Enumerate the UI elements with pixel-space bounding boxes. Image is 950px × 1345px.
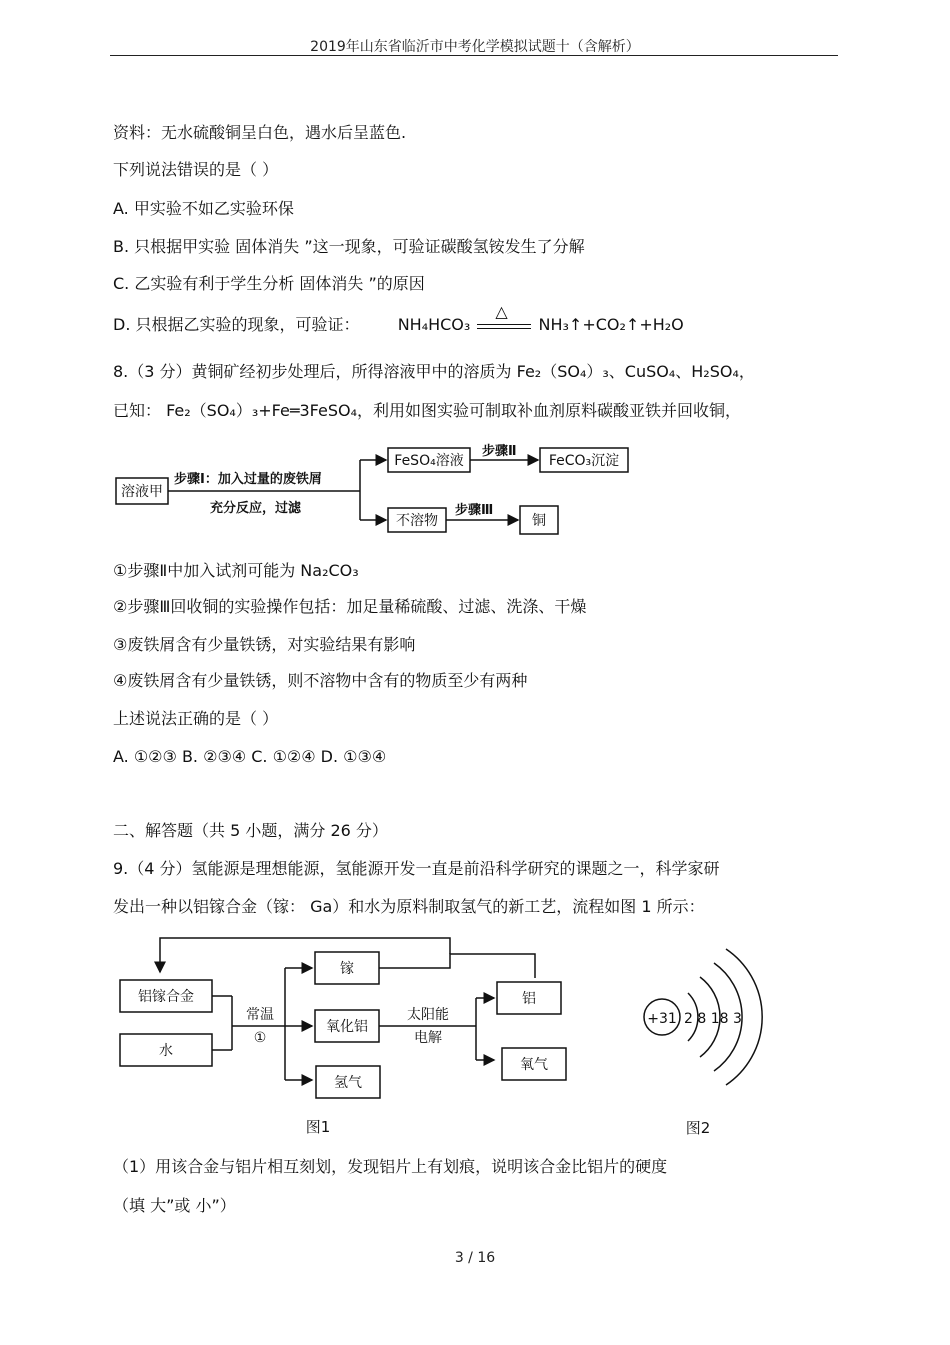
heat-symbol-icon: △ — [495, 301, 508, 321]
label-alloy: 铝镓合金 — [138, 989, 194, 1005]
q8-statement-2: ②步骤Ⅲ回收铜的实验操作包括：加足量稀硫酸、过滤、洗涤、干燥 — [113, 597, 587, 616]
q7-option-c: C. 乙实验有利于学生分析 固体消失 ”的原因 — [113, 274, 425, 293]
label-step3: 步骤Ⅲ — [455, 503, 494, 518]
label-gallium: 镓 — [340, 961, 354, 977]
q8-line2: 已知： Fe₂（SO₄）₃+Fe═3FeSO₄，利用如图实验可制取补血剂原料碳酸亚铁并回收铜， — [113, 401, 741, 420]
nucleus-charge: +31 — [647, 1011, 677, 1027]
page-number: 3 / 16 — [454, 1250, 496, 1266]
label-insoluble: 不溶物 — [396, 513, 438, 529]
header-rule — [110, 55, 838, 56]
q8-statement-4: ④废铁屑含有少量铁锈，则不溶物中含有的物质至少有两种 — [113, 671, 528, 690]
q8-flow-diagram — [110, 440, 640, 540]
label-step1-top: 步骤Ⅰ：加入过量的废铁屑 — [174, 472, 322, 487]
label-solar-bottom: 电解 — [414, 1030, 442, 1046]
q7-option-d-text: D. 只根据乙实验的现象，可验证： — [113, 315, 360, 334]
label-step1-bottom: 充分反应，过滤 — [210, 501, 302, 516]
electron-shells: 2 8 18 3 — [684, 1011, 742, 1027]
q7-option-b: B. 只根据甲实验 固体消失 ”这一现象，可验证碳酸氢铵发生了分解 — [113, 237, 585, 256]
page-header-title: 2019年山东省临沂市中考化学模拟试题十（含解析） — [310, 39, 640, 55]
q7-option-a: A. 甲实验不如乙实验环保 — [113, 199, 294, 218]
q9-line1: 9.（4 分）氢能源是理想能源，氢能源开发一直是前沿科学研究的课题之一，科学家研 — [113, 859, 720, 878]
label-cond-top: 常温 — [246, 1007, 274, 1023]
q9-sub1: （1）用该合金与铝片相互刻划，发现铝片上有划痕，说明该合金比铝片的硬度 — [113, 1157, 668, 1176]
q9-line2: 发出一种以铝镓合金（镓： Ga）和水为原料制取氢气的新工艺，流程如图 1 所示： — [113, 897, 705, 916]
section-2-title: 二、解答题（共 5 小题，满分 26 分） — [113, 821, 388, 840]
q8-options: A. ①②③ B. ②③④ C. ①②④ D. ①③④ — [113, 747, 387, 766]
q7-info: 资料：无水硫酸铜呈白色，遇水后呈蓝色. — [113, 123, 407, 142]
label-feso4: FeSO₄溶液 — [394, 453, 464, 469]
label-copper: 铜 — [532, 513, 546, 529]
label-solar-top: 太阳能 — [407, 1007, 449, 1023]
label-feco3: FeCO₃沉淀 — [548, 453, 620, 469]
q7-option-d — [113, 301, 684, 336]
q8-statement-3: ③废铁屑含有少量铁锈，对实验结果有影响 — [113, 635, 416, 654]
q8-line1: 8.（3 分）黄铜矿经初步处理后，所得溶液甲中的溶质为 Fe₂（SO₄）₃、CuSO₄、H₂SO₄， — [113, 362, 755, 381]
equation-arrow — [475, 301, 533, 336]
q8-statement-1: ①步骤Ⅱ中加入试剂可能为 Na₂CO₃ — [113, 561, 359, 580]
label-aluminum: 铝 — [522, 991, 536, 1007]
label-alumina: 氧化铝 — [326, 1019, 368, 1035]
equation-reactant: NH₄HCO₃ — [397, 315, 471, 334]
label-hydrogen: 氢气 — [334, 1075, 362, 1091]
figure-2-caption: 图2 — [685, 1119, 711, 1137]
q9-figure-2-atom-structure — [630, 935, 770, 1140]
q9-sub1-hint: （填 大”或 小”） — [113, 1196, 236, 1215]
q7-stem: 下列说法错误的是（ ） — [113, 160, 279, 179]
label-oxygen: 氧气 — [520, 1057, 548, 1073]
label-step2: 步骤Ⅱ — [482, 444, 517, 459]
equation-products: NH₃↑+CO₂↑+H₂O — [538, 315, 684, 334]
label-water: 水 — [159, 1043, 173, 1059]
figure-1-caption: 图1 — [305, 1118, 331, 1136]
label-solution-jia: 溶液甲 — [121, 484, 163, 500]
q9-figure-1 — [110, 930, 590, 1140]
label-cond-bottom: ① — [253, 1030, 267, 1046]
q8-stem: 上述说法正确的是（ ） — [113, 709, 279, 728]
